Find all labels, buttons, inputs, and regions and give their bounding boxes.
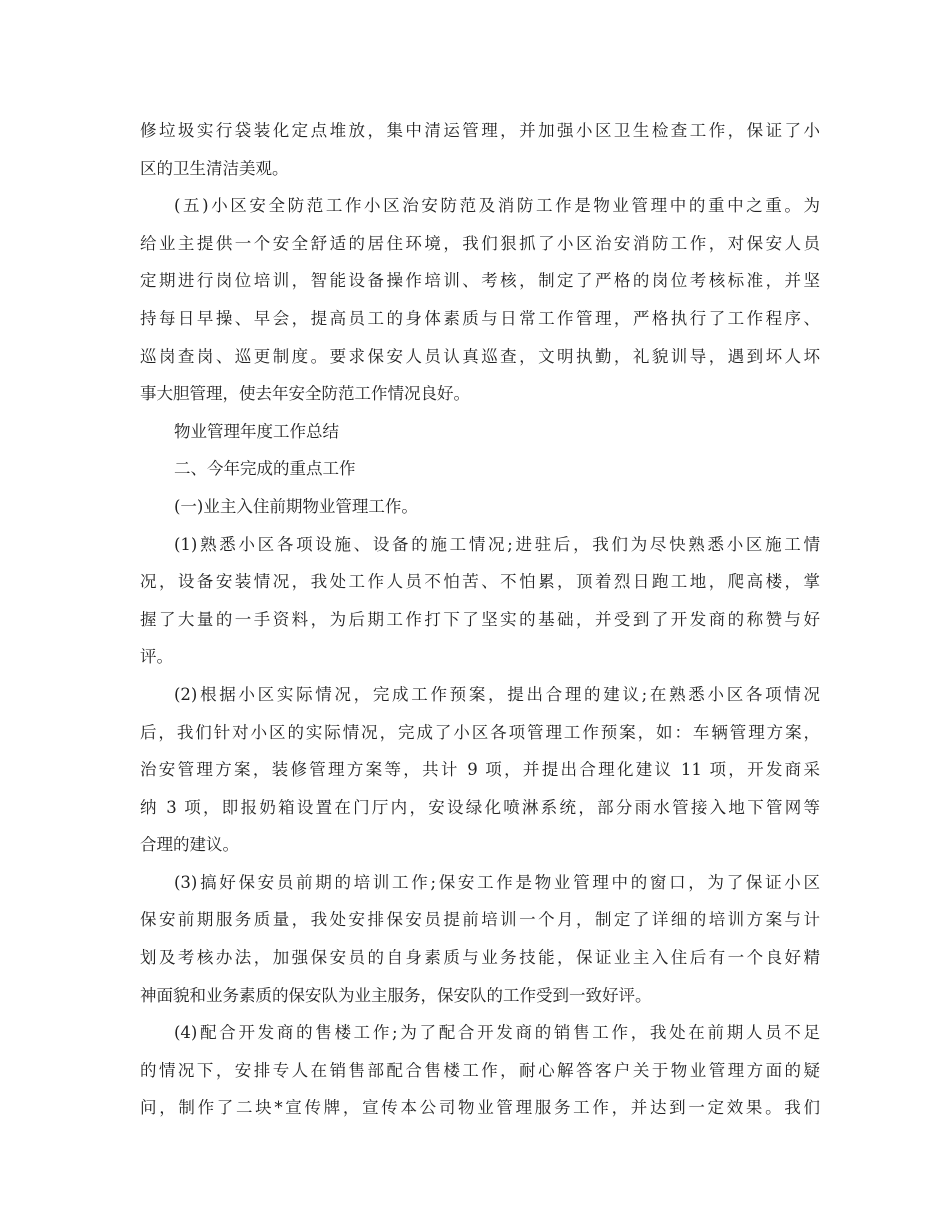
document-body [140,112,820,1127]
text-line: (3)搞好保安员前期的培训工作;保安工作是物业管理中的窗口，为了保证小区 [174,872,820,892]
text-line: 握了大量的一手资料，为后期工作打下了坚实的基础，并受到了开发商的称赞与好 [140,609,820,629]
text-line: 纳 3 项，即报奶箱设置在门厅内，安设绿化喷淋系统，部分雨水管接入地下管网等 [140,797,820,817]
text-line: 合理的建议。 [140,835,239,855]
text-line: 神面貌和业务素质的保安队为业主服务，保安队的工作受到一致好评。 [140,985,652,1005]
text-line: 巡岗查岗、巡更制度。要求保安人员认真巡查，文明执勤，礼貌训导，遇到坏人坏 [140,346,820,366]
text-line: 评。 [140,647,173,667]
text-line: 划及考核办法，加强保安员的自身素质与业务技能，保证业主入住后有一个良好精 [140,948,820,968]
text-line: 区的卫生清洁美观。 [140,158,289,178]
text-line: 治安管理方案，装修管理方案等，共计 9 项，并提出合理化建议 11 项，开发商采 [140,760,820,780]
text-line: 况，设备安装情况，我处工作人员不怕苦、不怕累，顶着烈日跑工地，爬高楼，掌 [140,572,820,592]
text-line: (1)熟悉小区各项设施、设备的施工情况;进驻后，我们为尽快熟悉小区施工情 [174,534,820,554]
text-line: 物业管理年度工作总结 [174,421,339,441]
text-line: 修垃圾实行袋装化定点堆放，集中清运管理，并加强小区卫生检查工作，保证了小 [140,121,820,140]
text-line: (2)根据小区实际情况，完成工作预案，提出合理的建议;在熟悉小区各项情况 [174,684,820,704]
text-line: 给业主提供一个安全舒适的居住环境，我们狠抓了小区治安消防工作，对保安人员 [140,233,820,253]
text-line: (4)配合开发商的售楼工作;为了配合开发商的销售工作，我处在前期人员不足 [174,1023,820,1043]
text-line: 保安前期服务质量，我处安排保安员提前培训一个月，制定了详细的培训方案与计 [140,910,820,930]
text-line: 后，我们针对小区的实际情况，完成了小区各项管理工作预案，如：车辆管理方案， [140,722,820,742]
text-line: 事大胆管理，使去年安全防范工作情况良好。 [140,384,470,404]
text-line: 二、今年完成的重点工作 [174,459,356,479]
text-line: 的情况下，安排专人在销售部配合售楼工作，耐心解答客户关于物业管理方面的疑 [140,1060,820,1080]
text-line: 持每日早操、早会，提高员工的身体素质与日常工作管理，严格执行了工作程序、 [140,308,820,328]
text-line: (五)小区安全防范工作小区治安防范及消防工作是物业管理中的重中之重。为 [174,196,820,216]
text-line: 问，制作了二块*宣传牌，宣传本公司物业管理服务工作，并达到一定效果。我们 [140,1098,820,1118]
text-line: 定期进行岗位培训，智能设备操作培训、考核，制定了严格的岗位考核标准，并坚 [140,271,820,291]
text-line: (一)业主入住前期物业管理工作。 [174,496,418,516]
